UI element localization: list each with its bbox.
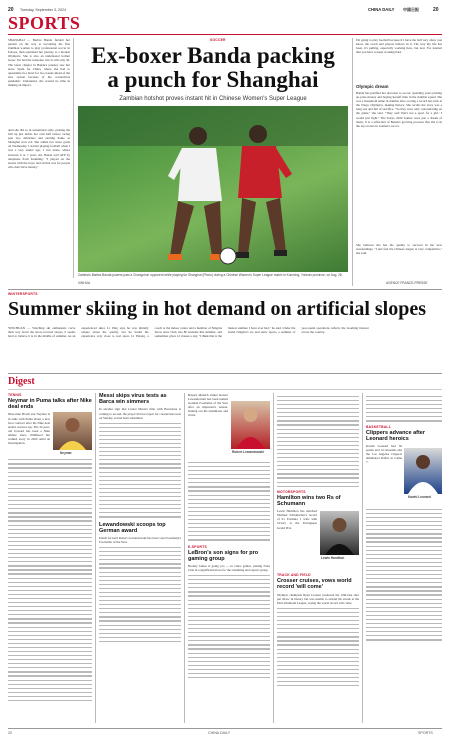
- digest-item-lewandowski: [188, 393, 270, 723]
- lead-headline-line2: a punch for Shanghai: [107, 67, 319, 92]
- footer-section: SPORTS: [418, 731, 433, 735]
- issue-date: Tuesday, September 3, 2024: [20, 7, 66, 12]
- digest-filler-text: [366, 396, 442, 422]
- lead-right-text-2: Banda has justified her devotion to soccer, spending years picking up prize money and buying herself time in the Zambia squad. She was a household name in Zambia after scoring a record hat-trick at the Tokyo Olympics, making history. She recalls her story was a long one and full of sacrifice. "So they were only concentrating on the game," she said. "They said 'that's not a sport for a girl.' I would just fight." The Tokyo 2020 Games were just a dream of many. It is a reflection of Banda's growing prowess that she is in the top scorers in women's soccer.: [356, 91, 442, 128]
- winter-body: YINCHUAN — Watching ski enthusiasts carve their way down the snow-covered slopes, it seems hard to believe it is in the middle of summer. As an experienced skier, Li Ping says he was initially unsure about the quality, but he found the experience very close to real snow. Li Yulong, a coach at the indoor center and a member of Ningxia Snow Area Club, has 80 students this summer, and sometimes gives 12 classes a day. "I think that is the busiest summer I have ever had," he said. Under the brand Ningxia's ice and snow sports, a summer of year-round operations reflects the booming interest across the country.: [8, 326, 369, 339]
- lead-right-text-3: She believes she has the quality to succeed in her new surroundings. "I just feel the Chinese league is very competitive," she said.: [356, 243, 442, 256]
- lead-col-1b: And she did so in sensational style, picking the ball up just inside her own half before racing past two defenders and slotting home as Shanghai won 2-0. She added two more goals on Wednesday. I started playing football when I was a very tender age, I was alone, where between 6 or 7 years old. Banda told AFP by telephone from Kunming. "I played on the streets with the boys, and all that was for people who don't have money.": [8, 128, 70, 169]
- soccer-players-illustration: [78, 106, 348, 272]
- lead-photo-credit: XINHUA: [78, 281, 91, 285]
- digest-item-text: Nine-time Brazil star Neymar is in talks with Puma about a new boot contract after his Nike deal ended, sources say. The 32-year-old forward has been a Nike athlete since childhood but walked away in 2020 amid an investigation.: [8, 412, 50, 446]
- page-number: 20: [8, 7, 14, 13]
- digest-filler-text: [188, 462, 270, 541]
- digest-item-hamilton: [277, 393, 359, 723]
- digest-filler-text: [99, 423, 181, 518]
- digest-title: Digest: [8, 376, 35, 387]
- digest-filler-text: [366, 509, 442, 641]
- player-white-figure: [168, 127, 224, 260]
- lead-headline: [78, 44, 348, 92]
- digest-filler-text: [8, 459, 92, 701]
- digest-photo-caption: Lewis Hamilton: [321, 556, 345, 561]
- digest-item-text: Kawhi Leonard had 36 points and 14 rebounds and the Los Angeles Clippers eliminated Dallas in Game 7.: [366, 443, 402, 465]
- digest-tag: MOTORSPORTS: [277, 489, 306, 494]
- digest-item-text: Bronny James is going pro — in video games, joining FaZe Clan in a significant move for the streaming and esports group.: [188, 563, 270, 573]
- lewandowski-portrait-icon: [231, 401, 270, 449]
- digest-item-text: Olympic champion Ryan Crouser produced the 10th-best shot put throw in history but was unable to extend his streak at the Paris Diamond League, saying the world record will come.: [277, 592, 359, 605]
- digest-filler-text: [277, 608, 359, 687]
- lead-photo: [78, 106, 348, 272]
- digest-item-title: LeBron's son signs for pro gaming group: [188, 549, 259, 562]
- digest-item-title: Crosser cruises, vows world record 'will come': [277, 578, 352, 591]
- digest-item-text: Bayern Munich striker Robert Lewandowski has been named German Footballer of the Year after an impressive season, beating out his teammates and rivals.: [188, 393, 228, 418]
- digest-filler-text: [188, 575, 270, 678]
- digest-filler-text: [99, 547, 181, 642]
- digest-subitem-title: Lewandowski scoops top German award: [99, 521, 166, 534]
- section-title: SPORTS: [8, 13, 81, 33]
- olympic-subhead: Olympic dream: [356, 84, 389, 89]
- lead-photo-caption: Zambia's Barbra Banda powers past a Changchun opponent while playing for Shanghai (Photo) during a Chinese Women's Super League match in Kunming, Yunnan province, on Aug. 28.: [78, 273, 343, 277]
- digest-tag: BASKETBALL: [366, 424, 391, 429]
- leonard-photo: [404, 448, 442, 494]
- digest-photo-caption: Robert Lewandowski: [232, 450, 264, 454]
- digest-item-messi: [99, 393, 181, 723]
- digest-tag: TRACK AND FIELD: [277, 573, 311, 578]
- lewandowski-photo: [231, 401, 270, 449]
- page-number-right: 20: [433, 7, 439, 13]
- hamilton-photo: [320, 511, 359, 555]
- digest-filler-text: [277, 396, 359, 487]
- digest-subitem-text: Polish forward Robert Lewandowski has been voted Germany's Footballer of the Year.: [99, 535, 181, 545]
- lead-right-text-1: I'm going to play football because if I have the ball very often, you know, the coach and players believe in it. The way my life has been, it's pulling, especially working here, but now I've learned that you have to keep working hard.: [356, 38, 442, 55]
- paper-name: CHINA DAILY: [368, 7, 395, 12]
- winter-headline: Summer skiing in hot demand on artificial slopes: [8, 298, 427, 320]
- lead-headline-line1: Ex-boxer Banda packing: [91, 43, 335, 68]
- footer-paper: CHINA DAILY: [208, 731, 231, 735]
- leonard-portrait-icon: [404, 448, 442, 494]
- soccer-ball: [220, 248, 236, 264]
- neymar-photo: [53, 412, 92, 450]
- digest-tag: TENNIS: [8, 393, 22, 397]
- winter-section-tag: WINTERSPORTS: [8, 292, 38, 296]
- lead-subhead: Zambian hotshot proves instant hit in Chinese Women's Super League: [119, 96, 307, 102]
- footer-page: 20: [8, 731, 12, 735]
- lead-col-1: SHANGHAI — Barbra Banda fielded her pursuit on the way to becoming the first Zambian woman to play professional soccer in Europe, then explained her journey to a modest Olympics. She is also an undefeated former boxer. Yet had the nonsense win is still only 30. The latest chapter in Banda's journey saw her leave Spain for China, where she had to quarantine in a hotel for two weeks ahead of the new season because of the coronavirus pandemic. Undaunted, she wasted no time in making an impact.: [8, 38, 70, 88]
- footer: [8, 731, 442, 741]
- digest-item-title: Messi skips virus tests as Barca win simmers: [99, 393, 167, 406]
- paper-name-cn: 中国日报: [403, 7, 419, 12]
- digest-photo-caption: Kawhi Leonard: [408, 494, 431, 499]
- digest-item-title: Neymar in Puma talks after Nike deal ends: [8, 398, 92, 411]
- digest-item-title: Hamilton wins two Rs of Schumann: [277, 494, 341, 507]
- lead-right-credit: AGENCE FRANCE-PRESSE: [386, 281, 428, 285]
- lead-tag: SOCCER: [210, 38, 226, 42]
- digest-item-title: Clippers advance after Leonard heroics: [366, 429, 425, 442]
- digest-item-clippers: [366, 393, 442, 723]
- digest-item-text: Lewis Hamilton has matched Michael Schumacher's record of 91 Formula 1 wins with victory at the Portuguese Grand Prix.: [277, 509, 317, 530]
- neymar-portrait-icon: [53, 412, 92, 450]
- hamilton-portrait-icon: [320, 511, 359, 555]
- digest-item-neymar: [8, 393, 92, 723]
- digest-item-text: In another sign that Lionel Messi's time with Barcelona is coming to an end, the player did not report for coronavirus tests on Sunday, as had been scheduled.: [99, 407, 181, 420]
- digest-photo-caption: Neymar: [60, 451, 72, 456]
- digest-tag: E-SPORTS: [188, 544, 207, 549]
